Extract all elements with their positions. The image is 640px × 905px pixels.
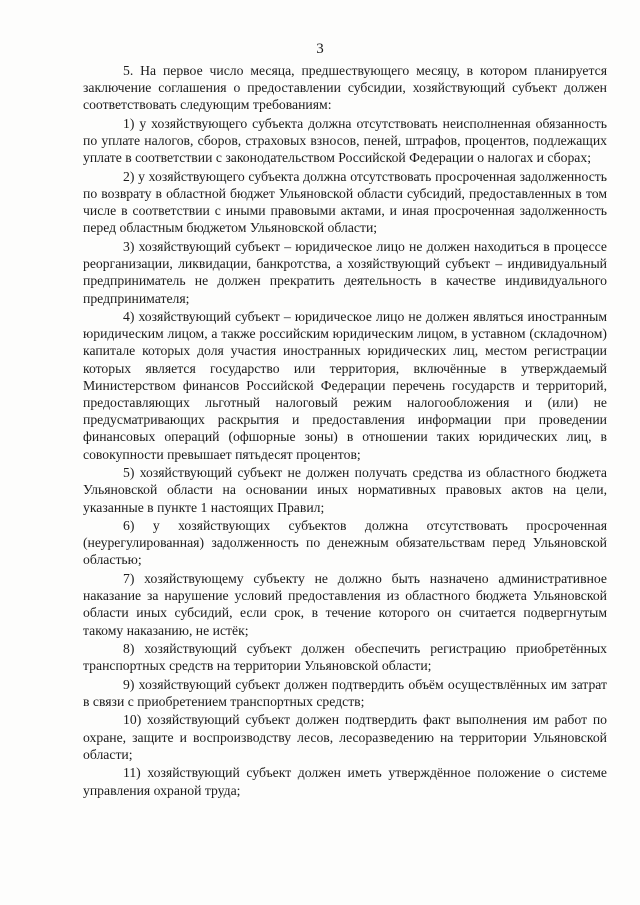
paragraph-intro-item-5: 5. На первое число месяца, предшествующего месяцу, в котором планируется заключение соглашения о предоставлении субсидии, хозяйствующий субъект должен соответствовать следующим требованиям: (83, 63, 607, 113)
paragraph-requirement-11: 11) хозяйствующий субъект должен иметь утверждённое положение о системе управления охраной труда; (83, 765, 607, 798)
page-number: 3 (316, 41, 324, 57)
paragraph-requirement-7: 7) хозяйствующему субъекту не должно быть назначено административное наказание за нарушение условий предоставления из областного бюджета Ульяновской области иных субсидий, если срок, в течение которого он считается подвергнутым такому наказанию, не истёк; (83, 570, 607, 638)
paragraph-requirement-4: 4) хозяйствующий субъект – юридическое лицо не должен являться иностранным юридическим лицом, а также российским юридическим лицом, в уставном (складочном) капитале которых доля участия иностранных юридических лиц, местом регистрации которых является государство или территория, включённые в утверждаемый Министерством финансов Российской Федерации перечень государств и территорий, предоставляющих льготный налоговый режим налогообложения и (или) не предусматривающих раскрытия и предоставления информации при проведении финансовых операций (офшорные зоны) в отношении таких юридических лиц, в совокупности превышает пятьдесят процентов; (83, 309, 607, 462)
document-body (83, 62, 607, 799)
paragraph-requirement-5: 5) хозяйствующий субъект не должен получать средства из областного бюджета Ульяновской области на основании иных нормативных правовых актов на цели, указанные в пункте 1 настоящих Правил; (83, 465, 607, 515)
paragraph-requirement-9: 9) хозяйствующий субъект должен подтвердить объём осуществлённых им затрат в связи с приобретением транспортных средств; (83, 676, 607, 709)
paragraph-requirement-8: 8) хозяйствующий субъект должен обеспечить регистрацию приобретённых транспортных средств на территории Ульяновской области; (83, 641, 607, 674)
paragraph-requirement-1: 1) у хозяйствующего субъекта должна отсутствовать неисполненная обязанность по уплате налогов, сборов, страховых взносов, пеней, штрафов, процентов, подлежащих уплате в соответствии с законодательством Российской Федерации о налогах и сборах; (83, 115, 607, 166)
paragraph-requirement-3: 3) хозяйствующий субъект – юридическое лицо не должен находиться в процессе реорганизации, ликвидации, банкротства, а хозяйствующий субъект – индивидуальный предприниматель не должен прекратить деятельность в качестве индивидуального предпринимателя; (83, 238, 607, 306)
paragraph-requirement-2: 2) у хозяйствующего субъекта должна отсутствовать просроченная задолженность по возврату в областной бюджет Ульяновской области субсидий, предоставленных в том числе в соответствии с иными правовыми актами, и иная просроченная задолженность перед областным бюджетом Ульяновской области; (83, 168, 607, 236)
paragraph-requirement-6: 6) у хозяйствующих субъектов должна отсутствовать просроченная (неурегулированная) задолженность по денежным обязательствам перед Ульяновской областью; (83, 518, 607, 568)
paragraph-requirement-10: 10) хозяйствующий субъект должен подтвердить факт выполнения им работ по охране, защите и воспроизводству лесов, лесоразведению на территории Ульяновской области; (83, 712, 607, 762)
